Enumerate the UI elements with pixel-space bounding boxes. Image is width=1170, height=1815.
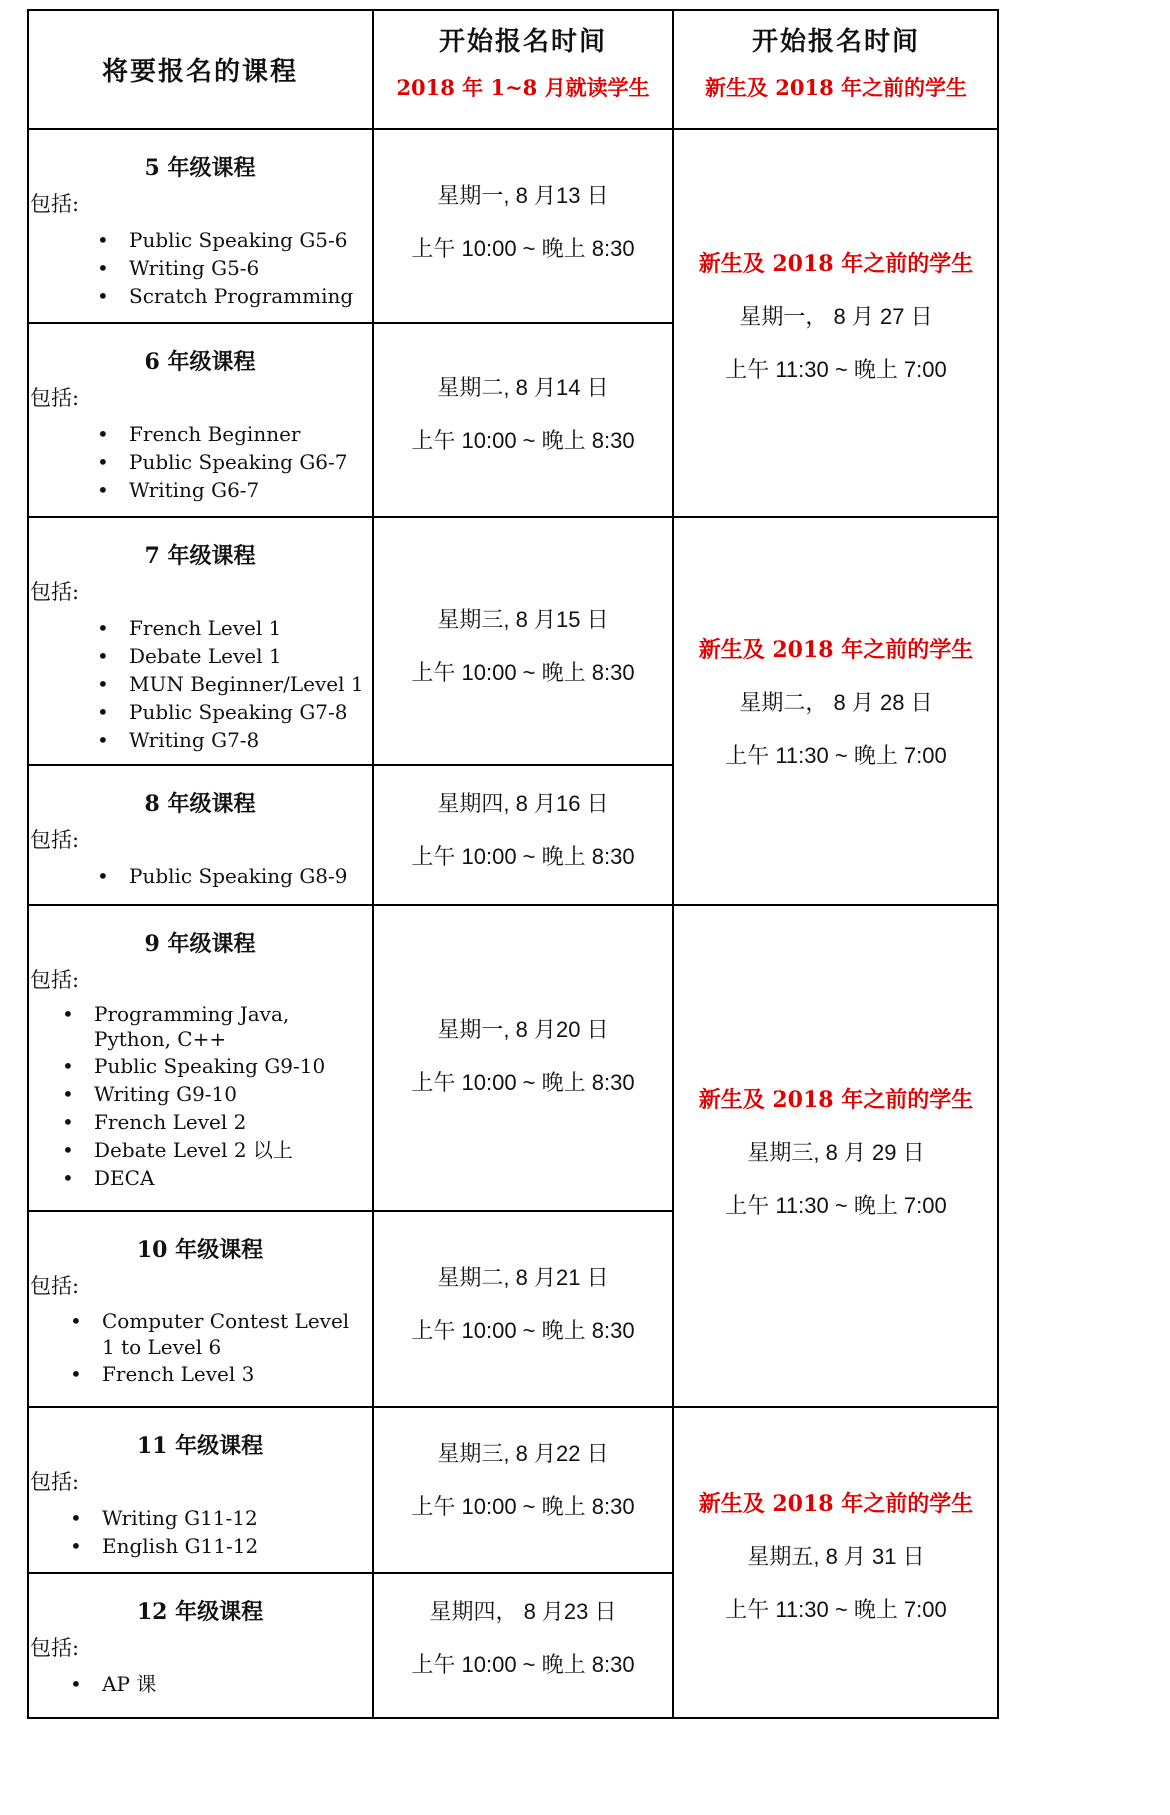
includes-label: 包括: xyxy=(30,1274,80,1298)
grade-10-course-cell xyxy=(27,1211,373,1407)
list-item: • Writing G11-12 xyxy=(102,1504,373,1532)
new-students-label: 新生及 2018 年之前的学生 xyxy=(698,1087,974,1113)
new-students-cell-g5-6 xyxy=(673,129,999,517)
registration-time: 上午 10:00 ~ 晚上 8:30 xyxy=(411,1652,635,1677)
list-item: • Public Speaking G9-10 xyxy=(94,1052,354,1080)
registration-date: 星期二, 8 月14 日 xyxy=(437,375,609,400)
list-item: • DECA xyxy=(94,1164,354,1192)
list-item: • French Level 2 xyxy=(94,1108,354,1136)
list-item: • French Beginner xyxy=(129,420,373,448)
grade-6-date-cell xyxy=(373,323,673,517)
header-current-students-cell xyxy=(373,9,673,129)
list-item: • Debate Level 1 xyxy=(129,642,373,670)
grade-9-title: 9 年级课程 xyxy=(144,931,256,957)
list-item: • MUN Beginner/Level 1 xyxy=(129,670,373,698)
table-border xyxy=(27,1572,674,1574)
grade-9-course-cell xyxy=(27,905,373,1211)
registration-date: 星期三, 8 月15 日 xyxy=(437,607,609,632)
grade-9-date-cell xyxy=(373,905,673,1211)
table-border xyxy=(27,9,29,1719)
header-courses-title: 将要报名的课程 xyxy=(101,56,298,87)
registration-date: 星期三, 8 月22 日 xyxy=(437,1441,609,1466)
grade-12-course-list xyxy=(102,1670,373,1698)
table-border xyxy=(372,9,374,1719)
grade-6-course-list xyxy=(129,420,373,504)
table-border xyxy=(27,1406,999,1408)
list-item: • Writing G9-10 xyxy=(94,1080,354,1108)
table-border xyxy=(27,904,999,906)
registration-time: 上午 11:30 ~ 晚上 7:00 xyxy=(725,743,947,768)
grade-11-course-cell xyxy=(27,1407,373,1573)
table-border xyxy=(27,516,999,518)
list-item: • English G11-12 xyxy=(102,1532,373,1560)
list-item: • French Level 3 xyxy=(102,1360,364,1388)
registration-time: 上午 10:00 ~ 晚上 8:30 xyxy=(411,1494,635,1519)
list-item: • Public Speaking G6-7 xyxy=(129,448,373,476)
new-students-cell-g11-12 xyxy=(673,1407,999,1719)
registration-date: 星期四, 8 月16 日 xyxy=(437,791,609,816)
registration-date: 星期一， 8 月 27 日 xyxy=(739,304,933,329)
table-border xyxy=(27,1210,674,1212)
table-border xyxy=(997,9,999,1719)
grade-11-title: 11 年级课程 xyxy=(136,1433,264,1459)
registration-date: 星期一, 8 月13 日 xyxy=(437,183,609,208)
registration-time: 上午 11:30 ~ 晚上 7:00 xyxy=(725,1597,947,1622)
grade-7-course-list xyxy=(129,614,373,754)
registration-table xyxy=(27,9,999,1719)
registration-date: 星期三, 8 月 29 日 xyxy=(747,1140,925,1165)
header-current-title: 开始报名时间 xyxy=(438,27,607,57)
list-item: • Debate Level 2 以上 xyxy=(94,1136,354,1164)
header-new-students-cell xyxy=(673,9,999,129)
new-students-cell-g7-8 xyxy=(673,517,999,905)
registration-time: 上午 10:00 ~ 晚上 8:30 xyxy=(411,1070,635,1095)
list-item: • French Level 1 xyxy=(129,614,373,642)
grade-11-date-cell xyxy=(373,1407,673,1573)
registration-time: 上午 10:00 ~ 晚上 8:30 xyxy=(411,660,635,685)
registration-time: 上午 11:30 ~ 晚上 7:00 xyxy=(725,1193,947,1218)
grade-10-title: 10 年级课程 xyxy=(136,1237,264,1263)
table-border xyxy=(672,9,674,1719)
registration-date: 星期一, 8 月20 日 xyxy=(437,1017,609,1042)
grade-9-course-list xyxy=(94,1002,354,1192)
grade-12-course-cell xyxy=(27,1573,373,1719)
grade-5-course-list xyxy=(129,226,373,310)
list-item: • Public Speaking G8-9 xyxy=(129,862,373,890)
list-item: • Public Speaking G7-8 xyxy=(129,698,373,726)
registration-time: 上午 11:30 ~ 晚上 7:00 xyxy=(725,357,947,382)
header-new-subtitle: 新生及 2018 年之前的学生 xyxy=(704,75,968,100)
grade-10-date-cell xyxy=(373,1211,673,1407)
grade-5-course-cell xyxy=(27,129,373,323)
grade-7-course-cell xyxy=(27,517,373,765)
header-new-title: 开始报名时间 xyxy=(751,27,920,57)
includes-label: 包括: xyxy=(30,1636,80,1660)
grade-5-date-cell xyxy=(373,129,673,323)
grade-8-course-cell xyxy=(27,765,373,905)
grade-10-course-list xyxy=(102,1308,364,1388)
includes-label: 包括: xyxy=(30,1470,80,1494)
grade-8-title: 8 年级课程 xyxy=(144,791,256,817)
registration-time: 上午 10:00 ~ 晚上 8:30 xyxy=(411,428,635,453)
list-item: • Public Speaking G5-6 xyxy=(129,226,373,254)
registration-date: 星期四， 8 月23 日 xyxy=(429,1599,617,1624)
grade-7-date-cell xyxy=(373,517,673,765)
registration-date: 星期五, 8 月 31 日 xyxy=(747,1544,925,1569)
table-border xyxy=(27,764,674,766)
includes-label: 包括: xyxy=(30,386,80,410)
table-border xyxy=(27,1717,999,1719)
includes-label: 包括: xyxy=(30,192,80,216)
includes-label: 包括: xyxy=(30,580,80,604)
grade-11-course-list xyxy=(102,1504,373,1560)
registration-time: 上午 10:00 ~ 晚上 8:30 xyxy=(411,844,635,869)
registration-date: 星期二, 8 月21 日 xyxy=(437,1265,609,1290)
grade-5-title: 5 年级课程 xyxy=(144,155,256,181)
table-border xyxy=(27,322,674,324)
list-item: • Computer Contest Level 1 to Level 6 xyxy=(102,1308,364,1360)
grade-7-title: 7 年级课程 xyxy=(144,543,256,569)
list-item: • Writing G5-6 xyxy=(129,254,373,282)
registration-date: 星期二， 8 月 28 日 xyxy=(739,690,933,715)
list-item: • Scratch Programming xyxy=(129,282,373,310)
grade-8-date-cell xyxy=(373,765,673,905)
grade-6-course-cell xyxy=(27,323,373,517)
header-current-subtitle: 2018 年 1~8 月就读学生 xyxy=(396,75,650,100)
new-students-label: 新生及 2018 年之前的学生 xyxy=(698,251,974,277)
grade-12-date-cell xyxy=(373,1573,673,1719)
list-item: • Writing G7-8 xyxy=(129,726,373,754)
new-students-label: 新生及 2018 年之前的学生 xyxy=(698,1491,974,1517)
new-students-cell-g9-10 xyxy=(673,905,999,1407)
grade-12-title: 12 年级课程 xyxy=(136,1599,264,1625)
new-students-label: 新生及 2018 年之前的学生 xyxy=(698,637,974,663)
list-item: • AP 课 xyxy=(102,1670,373,1698)
registration-time: 上午 10:00 ~ 晚上 8:30 xyxy=(411,236,635,261)
list-item: • Programming Java, Python, C++ xyxy=(94,1002,354,1052)
includes-label: 包括: xyxy=(30,968,80,992)
grade-8-course-list xyxy=(129,862,373,890)
table-border xyxy=(27,9,999,11)
header-courses-cell xyxy=(27,9,373,129)
grade-6-title: 6 年级课程 xyxy=(144,349,256,375)
registration-time: 上午 10:00 ~ 晚上 8:30 xyxy=(411,1318,635,1343)
table-border xyxy=(27,128,999,130)
list-item: • Writing G6-7 xyxy=(129,476,373,504)
includes-label: 包括: xyxy=(30,828,80,852)
